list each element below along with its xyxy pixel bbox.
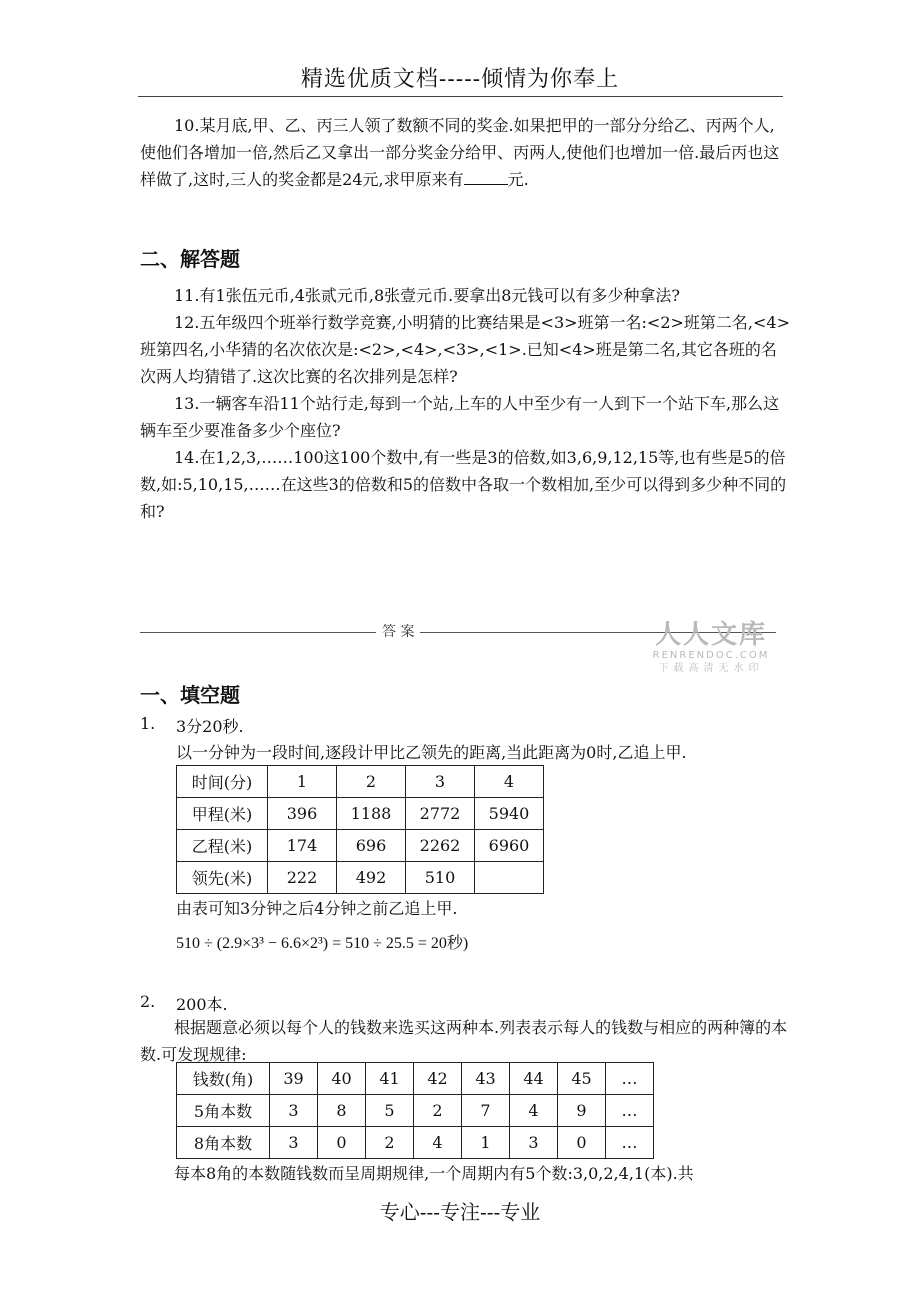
table-cell [475,862,544,894]
answer-1-number: 1. [140,714,156,733]
watermark-url: RENRENDOC.COM [652,650,770,661]
table-cell: 696 [337,830,406,862]
table-cell: 3 [510,1127,558,1159]
table-cell: 43 [462,1063,510,1095]
table-cell: 8 [318,1095,366,1127]
table-cell: 3 [406,766,475,798]
table-cell: 42 [414,1063,462,1095]
table-cell: 4 [475,766,544,798]
table-cell: 40 [318,1063,366,1095]
watermark-sub: 下载高清无水印 [658,663,764,674]
table-cell: 1188 [337,798,406,830]
table-header-row [177,1063,654,1095]
answer-2-result: 200本. [176,995,228,1014]
table-cell: 2 [337,766,406,798]
answer-1-conclusion: 由表可知3分钟之后4分钟之前乙追上甲. [176,899,458,918]
table-cell: 44 [510,1063,558,1095]
section-2-title: 二、解答题 [140,247,240,271]
table-cell: 7 [462,1095,510,1127]
question-10-unit: 元. [507,170,529,189]
table-cell: 510 [406,862,475,894]
table-cell: 2772 [406,798,475,830]
question-13: 13.一辆客车沿11个站行走,每到一个站,上车的人中至少有一人到下一个站下车,那么这辆车至少要准备多少个座位? [140,394,780,440]
table-cell: 0 [558,1127,606,1159]
table-cell: 时间(分) [177,766,268,798]
table-cell: … [606,1127,654,1159]
table-cell: 3 [270,1095,318,1127]
table-cell: 222 [268,862,337,894]
table-cell: 1 [462,1127,510,1159]
table-cell: 9 [558,1095,606,1127]
table-cell: 乙程(米) [177,830,268,862]
answer-2-continuation: 每本8角的本数随钱数而呈周期规律,一个周期内有5个数:3,0,2,4,1(本).共 [174,1164,694,1183]
table-header-row [177,766,544,798]
table-cell: 8角本数 [177,1127,270,1159]
table-cell: 174 [268,830,337,862]
table-cell: 5角本数 [177,1095,270,1127]
table-cell: 1 [268,766,337,798]
header-divider [138,96,783,97]
answer-1-explanation: 以一分钟为一段时间,逐段计甲比乙领先的距离,当此距离为0时,乙追上甲. [176,743,687,762]
table-cell: 41 [366,1063,414,1095]
table-cell: 5940 [475,798,544,830]
answer-blank [464,170,508,185]
answer-1-table [176,765,544,894]
answer-2-number: 2. [140,992,156,1011]
watermark-logo [646,620,776,676]
answer-divider-label: 答 案 [382,624,415,640]
table-cell: 3 [270,1127,318,1159]
answer-1-formula: 510 ÷ (2.9×3³ − 6.6×2³) = 510 ÷ 25.5 = 20秒) [176,935,469,952]
table-cell: 钱数(角) [177,1063,270,1095]
table-cell: 492 [337,862,406,894]
question-list [140,282,790,525]
question-10 [140,112,790,193]
table-cell: 甲程(米) [177,798,268,830]
table-cell: 2 [366,1127,414,1159]
table-row [177,798,544,830]
table-cell: 4 [414,1127,462,1159]
table-row [177,862,544,894]
answer-2-table [176,1062,654,1159]
watermark-main: 人人文库 [654,620,767,650]
section-1-title: 一、填空题 [140,683,240,707]
table-cell: 396 [268,798,337,830]
question-12: 12.五年级四个班举行数学竞赛,小明猜的比赛结果是<3>班第一名:<2>班第二名,<4>班第四名,小华猜的名次依次是:<2>,<4>,<3>,<1>.已知<4>班是第二名,其它各班的名次两人均猜错了.这次比赛的名次排列是怎样? [140,313,790,386]
table-cell: 0 [318,1127,366,1159]
table-cell: … [606,1063,654,1095]
table-row [177,1127,654,1159]
table-cell: 6960 [475,830,544,862]
answer-1-result: 3分20秒. [176,717,244,736]
table-row [177,1095,654,1127]
question-10-text: 10.某月底,甲、乙、丙三人领了数额不同的奖金.如果把甲的一部分分给乙、丙两个人,使他们各增加一倍,然后乙又拿出一部分奖金分给甲、丙两人,使他们也增加一倍.最后丙也这样做了,这时,三人的奖金都是24元,求甲原来有 [140,116,780,189]
table-cell: 5 [366,1095,414,1127]
answer-2-explanation: 根据题意必须以每个人的钱数来选买这两种本.列表表示每人的钱数与相应的两种簿的本数.可发现规律: [140,1018,788,1064]
table-cell: 45 [558,1063,606,1095]
table-cell: 领先(米) [177,862,268,894]
table-cell: 39 [270,1063,318,1095]
table-row [177,830,544,862]
table-cell: 2 [414,1095,462,1127]
table-cell: 2262 [406,830,475,862]
page-header-title: 精选优质文档-----倾情为你奉上 [300,67,620,92]
table-cell: 4 [510,1095,558,1127]
table-cell: … [606,1095,654,1127]
page-footer: 专心---专注---专业 [379,1200,541,1224]
question-11: 11.有1张伍元币,4张贰元币,8张壹元币.要拿出8元钱可以有多少种拿法? [174,286,681,305]
question-14: 14.在1,2,3,……100这100个数中,有一些是3的倍数,如3,6,9,12,15等,也有些是5的倍数,如:5,10,15,……在这些3的倍数和5的倍数中各取一个数相加,至少可以得到多少种不同的和? [140,448,787,521]
divider-line-left [140,632,376,633]
